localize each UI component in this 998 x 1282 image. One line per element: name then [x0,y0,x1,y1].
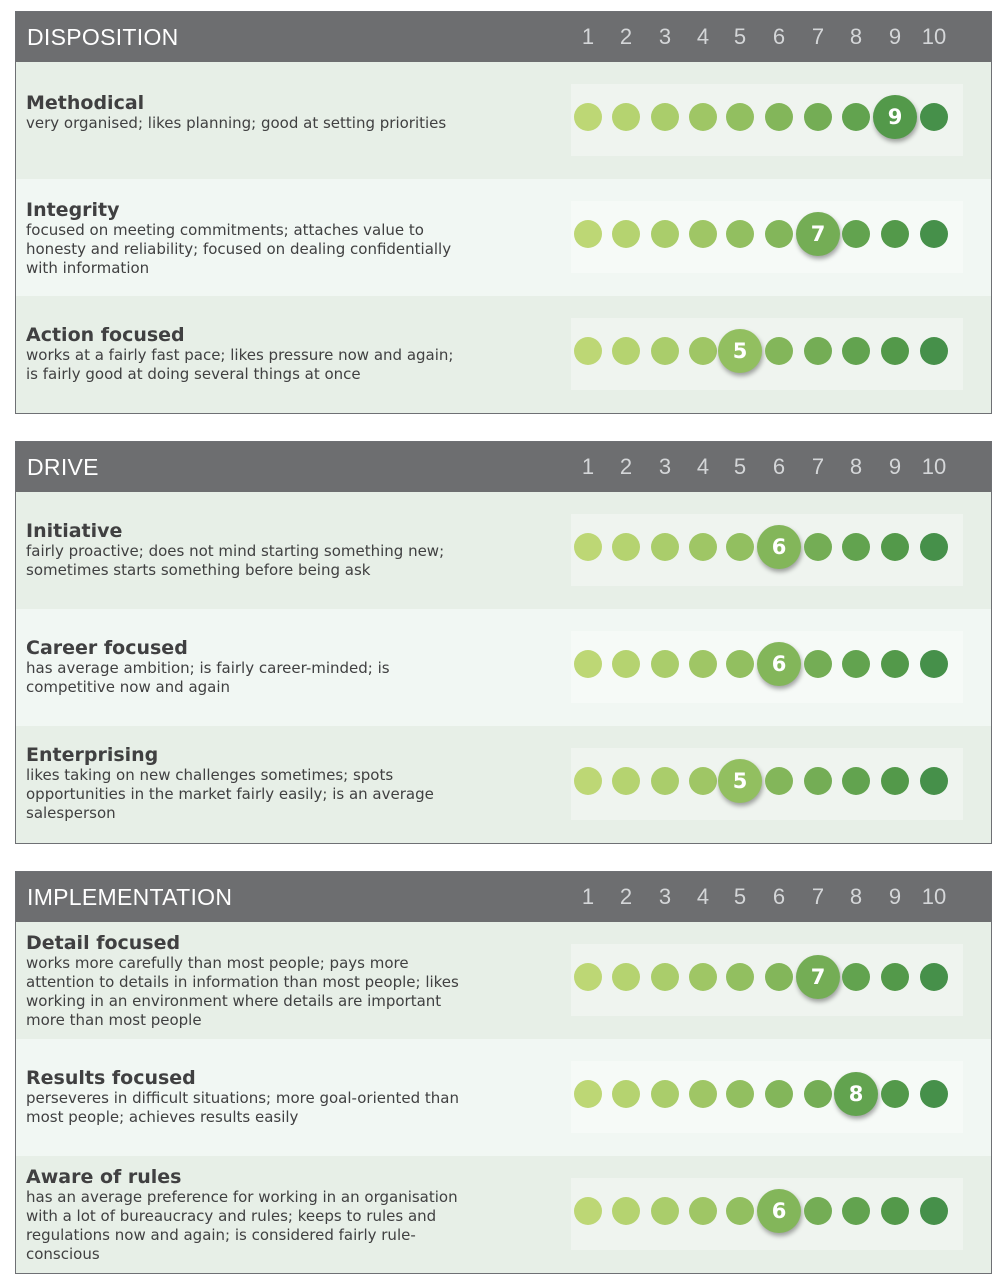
score-dot [726,220,754,248]
scale-number: 5 [733,884,747,909]
scale-number: 7 [811,454,825,479]
scale-number: 9 [888,454,902,479]
scale-number: 6 [772,454,786,479]
score-dot [612,650,640,678]
score-dot [881,963,909,991]
score-dot [651,767,679,795]
trait-description: very organised; likes planning; good at setting priorities [26,114,447,132]
scale-number: 1 [581,884,595,909]
trait-row [16,1156,991,1273]
score-dot [574,1197,602,1225]
score-dot [881,767,909,795]
score-dot [804,533,832,561]
trait-text [26,324,466,384]
score-dot [726,1080,754,1108]
section-header [16,872,991,922]
scale-number: 5 [733,24,747,49]
scale-number: 9 [888,884,902,909]
trait-description: works at a fairly fast pace; likes pressure now and again; is fairly good at doing several things at once [26,346,454,383]
trait-description: likes taking on new challenges sometimes; spots opportunities in the market fairly easily; is an average salesperson [26,766,434,822]
trait-text [26,1067,466,1127]
score-dot [612,103,640,131]
score-dot [842,963,870,991]
trait-title: Results focused [26,1067,196,1089]
trait-title: Aware of rules [26,1166,182,1188]
score-dot [804,337,832,365]
scale-number: 10 [921,884,947,909]
score-dot [920,1197,948,1225]
trait-title: Action focused [26,324,185,346]
scale-number: 4 [696,454,710,479]
section-title: DRIVE [27,454,99,480]
score-dot [920,337,948,365]
trait-row [16,296,991,413]
score-dot [726,1197,754,1225]
scale-number: 3 [658,454,672,479]
scale-number: 1 [581,454,595,479]
trait-row [16,726,991,843]
scale-number: 6 [772,884,786,909]
score-dot [689,1197,717,1225]
trait-title: Career focused [26,637,188,659]
score-dot [804,103,832,131]
trait-description: focused on meeting commitments; attaches value to honesty and reliability; focused on dealing confidentially with information [26,221,452,277]
score-dot [842,337,870,365]
score-dot [612,1197,640,1225]
score-dot [765,767,793,795]
scale-number: 8 [849,454,863,479]
score-dot [651,533,679,561]
score-dot [804,1197,832,1225]
trait-text [26,92,466,133]
trait-description: perseveres in difficult situations; more goal-oriented than most people; achieves results easily [26,1089,459,1126]
score-dot [689,1080,717,1108]
score-dot [920,220,948,248]
trait-title: Detail focused [26,932,181,954]
score-marker: 7 [796,955,840,999]
score-dot [574,963,602,991]
score-dot [651,337,679,365]
trait-row [16,1039,991,1156]
score-dot [726,963,754,991]
score-dot [651,103,679,131]
score-marker: 5 [718,759,762,803]
trait-title: Methodical [26,92,145,114]
section-implementation [15,871,992,1274]
score-marker: 9 [873,95,917,139]
score-marker: 6 [757,525,801,569]
score-marker: 8 [834,1072,878,1116]
score-dot [689,337,717,365]
trait-row [16,609,991,726]
score-dot [612,767,640,795]
score-dot [765,103,793,131]
scale-number: 6 [772,24,786,49]
score-dot [689,963,717,991]
section-header [16,442,991,492]
score-dot [765,337,793,365]
trait-row [16,922,991,1039]
score-dot [574,1080,602,1108]
score-dot [842,103,870,131]
score-dot [651,1080,679,1108]
score-dot [689,767,717,795]
trait-title: Integrity [26,199,120,221]
trait-text [26,199,466,278]
section-drive [15,441,992,844]
score-dot [574,533,602,561]
scale-number: 10 [921,24,947,49]
score-dot [689,220,717,248]
score-dot [881,220,909,248]
score-dot [765,1080,793,1108]
trait-text [26,744,466,823]
score-dot [651,963,679,991]
scale-number: 2 [619,454,633,479]
score-dot [804,650,832,678]
trait-text [26,520,466,580]
scale-number: 4 [696,24,710,49]
trait-text [26,1166,466,1264]
score-dot [574,650,602,678]
score-dot [842,533,870,561]
score-dot [574,220,602,248]
scale-number: 5 [733,454,747,479]
scale-number: 3 [658,24,672,49]
score-marker: 6 [757,642,801,686]
trait-description: has an average preference for working in an organisation with a lot of bureaucracy and rules; keeps to rules and regulations now and again; is considered fairly rule-conscious [26,1188,458,1263]
score-dot [612,533,640,561]
trait-title: Initiative [26,520,123,542]
scale-number: 9 [888,24,902,49]
score-dot [881,1080,909,1108]
trait-text [26,637,466,697]
trait-row [16,62,991,179]
section-disposition [15,11,992,414]
score-dot [881,337,909,365]
score-dot [920,963,948,991]
score-dot [574,103,602,131]
score-dot [612,1080,640,1108]
section-header [16,12,991,62]
score-dot [881,650,909,678]
scale-number: 8 [849,884,863,909]
score-dot [765,220,793,248]
section-title: IMPLEMENTATION [27,884,233,910]
score-dot [920,103,948,131]
trait-row [16,492,991,609]
scale-number: 2 [619,884,633,909]
score-marker: 7 [796,212,840,256]
trait-description: fairly proactive; does not mind starting something new; sometimes starts something before being ask [26,542,445,579]
score-dot [612,220,640,248]
score-dot [765,963,793,991]
score-dot [689,103,717,131]
score-dot [804,767,832,795]
score-marker: 5 [718,329,762,373]
score-dot [842,650,870,678]
score-dot [651,650,679,678]
score-dot [842,1197,870,1225]
scale-number: 1 [581,24,595,49]
section-title: DISPOSITION [27,24,179,50]
score-dot [804,1080,832,1108]
score-dot [651,1197,679,1225]
score-dot [920,767,948,795]
score-dot [920,533,948,561]
scale-number: 10 [921,454,947,479]
score-dot [842,767,870,795]
score-dot [689,533,717,561]
trait-row [16,179,991,296]
trait-text [26,932,466,1030]
score-dot [881,1197,909,1225]
scale-number: 4 [696,884,710,909]
score-dot [842,220,870,248]
score-dot [651,220,679,248]
score-dot [920,650,948,678]
score-dot [612,963,640,991]
score-dot [574,767,602,795]
score-dot [920,1080,948,1108]
scale-number: 8 [849,24,863,49]
score-dot [574,337,602,365]
scale-number: 7 [811,24,825,49]
score-dot [881,533,909,561]
scale-number: 7 [811,884,825,909]
trait-description: has average ambition; is fairly career-minded; is competitive now and again [26,659,390,696]
trait-description: works more carefully than most people; pays more attention to details in information than most people; likes working in an environment where details are important more than most people [26,954,459,1029]
score-dot [726,533,754,561]
score-dot [726,650,754,678]
score-dot [689,650,717,678]
scale-number: 3 [658,884,672,909]
scale-number: 2 [619,24,633,49]
trait-title: Enterprising [26,744,159,766]
score-marker: 6 [757,1189,801,1233]
score-dot [612,337,640,365]
score-dot [726,103,754,131]
